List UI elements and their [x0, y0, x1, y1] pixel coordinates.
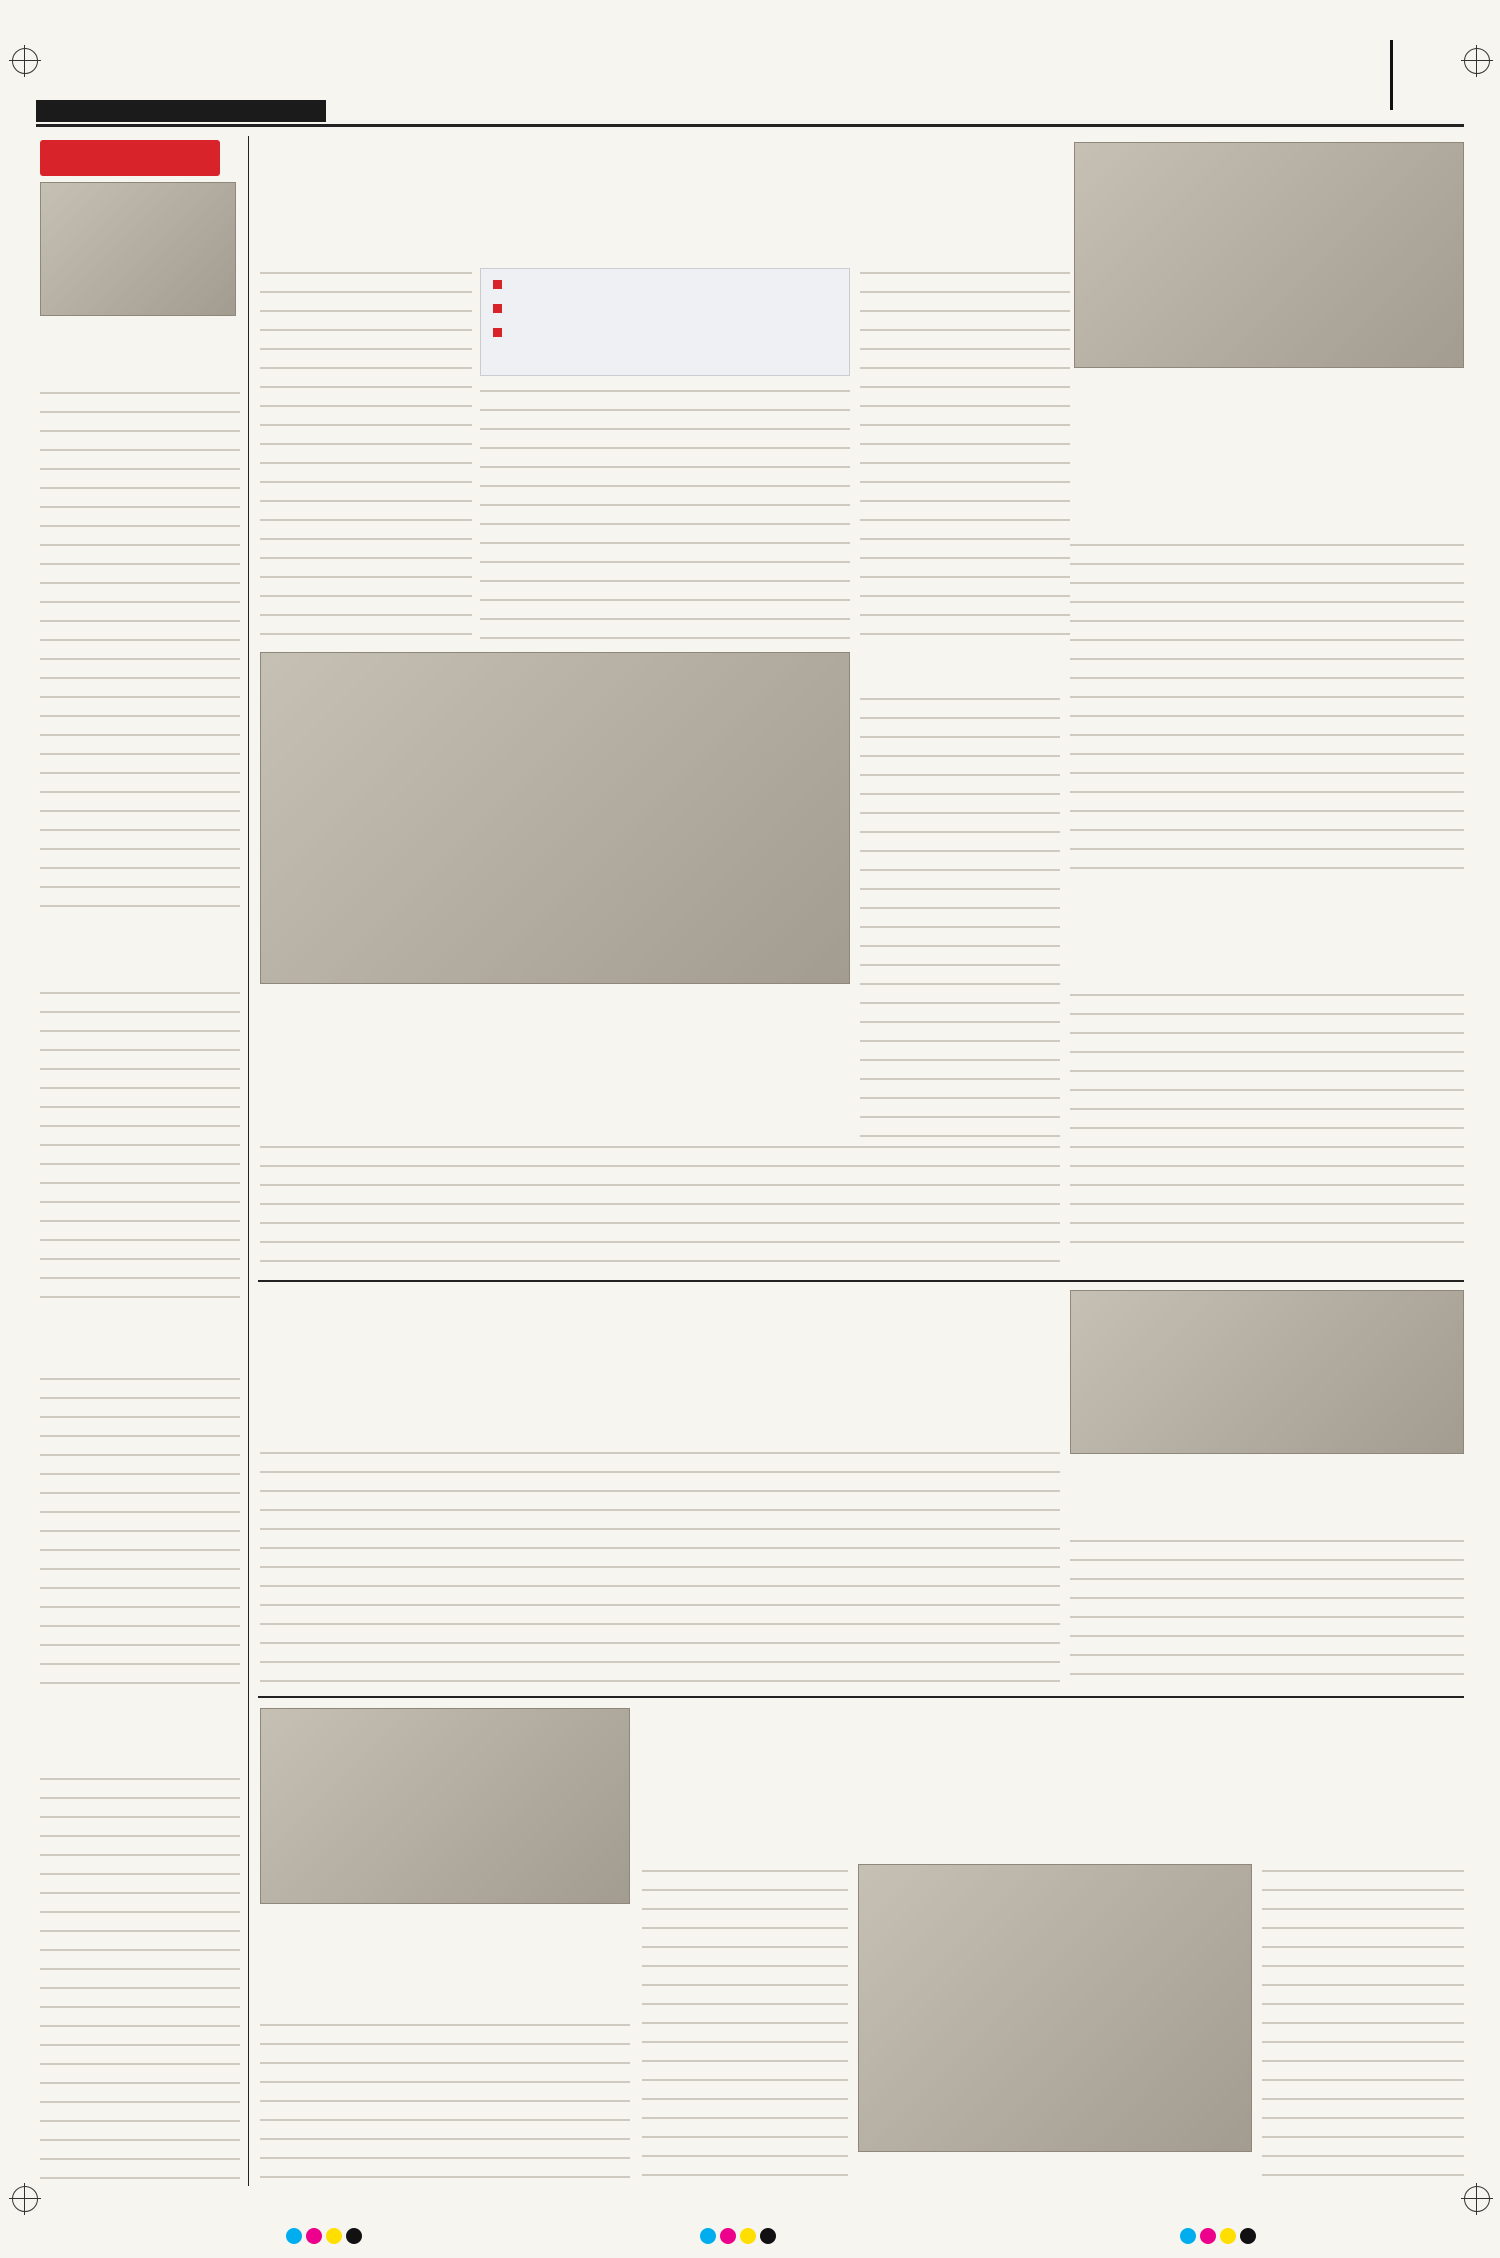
- meeting-photo-caption: [1070, 1458, 1464, 1478]
- colour-bar: [740, 2228, 756, 2244]
- training-photo: [260, 1708, 630, 1904]
- right-story-2-headline: [1070, 910, 1464, 982]
- section-rule: [258, 1280, 1464, 1282]
- traffic-body: [260, 1446, 1060, 1690]
- registration-mark: [1464, 2186, 1490, 2212]
- colour-bar: [1240, 2228, 1256, 2244]
- sidebar-badge: [40, 140, 220, 176]
- camp-story-body: [860, 692, 1060, 1206]
- date-line: [36, 100, 326, 122]
- anganwadi-headline: [260, 1020, 850, 1130]
- midday-meal-photo-caption: [858, 2156, 1252, 2176]
- lead-bullets: [480, 268, 850, 376]
- colour-bar: [1200, 2228, 1216, 2244]
- protest-photo-caption: [260, 988, 850, 1008]
- accident-body: [1070, 1534, 1464, 1690]
- colour-bar: [700, 2228, 716, 2244]
- registration-mark: [12, 2186, 38, 2212]
- right-story-1-headline: [1070, 404, 1464, 530]
- lead-body-continued: [860, 266, 1070, 646]
- camp-story-headline: [860, 652, 1060, 688]
- colour-bar: [326, 2228, 342, 2244]
- sidebar-body: [40, 1372, 240, 1698]
- sidebar-heading: [40, 922, 240, 984]
- masthead-logo: [96, 34, 356, 104]
- lead-body-continued: [480, 384, 850, 646]
- section-rule: [258, 1696, 1464, 1698]
- anganwadi-body: [260, 1140, 1060, 1270]
- registration-mark: [1464, 48, 1490, 74]
- top-right-photo-caption: [1074, 372, 1464, 392]
- column-rule: [248, 136, 249, 2186]
- top-right-photo: [1074, 142, 1464, 368]
- midday-meal-kicker: [660, 1818, 1300, 1852]
- sidebar-body: [40, 986, 240, 1300]
- sidebar-heading: [40, 1704, 240, 1770]
- accident-headline: [1070, 1486, 1464, 1528]
- training-photo-caption: [260, 1908, 630, 1928]
- colour-bar: [286, 2228, 302, 2244]
- sidebar-photo: [40, 182, 236, 316]
- right-story-2-kicker: [1070, 880, 1464, 908]
- traffic-headline: [260, 1328, 1060, 1438]
- right-story-1-body: [1070, 538, 1464, 878]
- meeting-photo: [1070, 1290, 1464, 1454]
- section-title: [1090, 40, 1380, 110]
- midday-meal-photo: [858, 1864, 1252, 2152]
- sidebar-heading: [40, 1304, 240, 1370]
- colour-bar: [306, 2228, 322, 2244]
- footer-page-index: [1430, 2192, 1466, 2212]
- lead-bullet: [491, 301, 839, 317]
- page-number: [1390, 40, 1460, 110]
- right-story-2-body: [1070, 988, 1464, 1258]
- protest-photo: [260, 652, 850, 984]
- registration-mark: [12, 48, 38, 74]
- lead-body: [260, 266, 472, 646]
- colour-bar: [1180, 2228, 1196, 2244]
- lead-bullet: [491, 277, 839, 293]
- lead-headline: [258, 150, 1064, 260]
- midday-meal-body-continued: [1262, 1864, 1464, 2186]
- midday-meal-headline: [640, 1710, 1464, 1812]
- colour-bar: [760, 2228, 776, 2244]
- sidebar-body: [40, 386, 240, 914]
- midday-meal-body: [642, 1864, 848, 2186]
- colour-bar: [1220, 2228, 1236, 2244]
- sidebar-body: [40, 1772, 240, 2182]
- lead-bullet: [491, 325, 839, 341]
- colour-bar: [720, 2228, 736, 2244]
- training-body: [260, 2018, 630, 2186]
- masthead-rule: [36, 124, 1464, 127]
- colour-bar: [346, 2228, 362, 2244]
- traffic-kicker: [282, 1292, 1062, 1324]
- training-headline: [260, 1940, 630, 2010]
- sidebar-heading: [40, 326, 240, 380]
